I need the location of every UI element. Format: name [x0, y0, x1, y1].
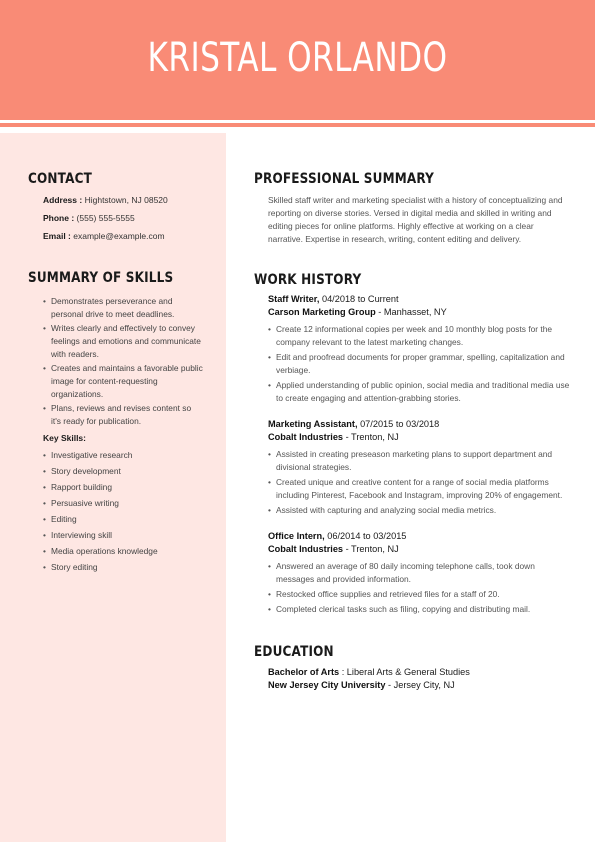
- contact-email: [43, 231, 165, 241]
- education-school-line: [268, 680, 455, 690]
- job-location: - Trenton, NJ: [343, 544, 399, 554]
- list-item: • Assisted with capturing and analyzing social media metrics.: [268, 504, 570, 517]
- job-company: Carson Marketing Group: [268, 307, 376, 317]
- header-banner: [0, 0, 595, 120]
- list-item: • Restocked office supplies and retrieved files for a staff of 20.: [268, 588, 570, 601]
- education-degree-line: [268, 667, 470, 677]
- summary-title: PROFESSIONAL SUMMARY: [254, 171, 435, 187]
- list-item: • Completed clerical tasks such as filing, copying and distributing mail.: [268, 603, 570, 616]
- list-item: • Rapport building: [43, 481, 203, 494]
- list-item: • Interviewing skill: [43, 529, 203, 542]
- list-item: • Persuasive writing: [43, 497, 203, 510]
- work-title: WORK HISTORY: [254, 272, 362, 288]
- job-location: - Manhasset, NY: [375, 307, 447, 317]
- job-role: Staff Writer,: [268, 294, 320, 304]
- job-company: Cobalt Industries: [268, 544, 344, 554]
- list-item: • Story development: [43, 465, 203, 478]
- list-item: • Story editing: [43, 561, 203, 574]
- job-company-line: [268, 432, 399, 442]
- job-dates: 04/2018 to Current: [319, 294, 399, 304]
- summary-text: Skilled staff writer and marketing specialist with a history of conceptualizing and reporting on diverse stories. Versed in digital media and skilled in writing and editing pieces for online platforms. Highly effective at working on a clear narrative. Expertise in research, writing, content editing and delivery.: [268, 195, 563, 244]
- candidate-name: KRISTAL ORLANDO: [147, 35, 448, 81]
- email-value: example@example.com: [73, 231, 165, 241]
- list-item: • Investigative research: [43, 449, 203, 462]
- key-skills-label: Key Skills:: [43, 433, 86, 443]
- list-item: • Create 12 informational copies per week and 10 monthly blog posts for the company relevant to the latest marketing changes.: [268, 323, 570, 349]
- job-location: - Trenton, NJ: [343, 432, 399, 442]
- job-role: Marketing Assistant,: [268, 419, 358, 429]
- job-company-line: [268, 544, 399, 554]
- job-title-line: [268, 294, 399, 304]
- list-item: • Created unique and creative content for a range of social media platforms including Pinterest, Facebook and Instagram, improving 20% of engagement.: [268, 476, 570, 502]
- list-item: • Media operations knowledge: [43, 545, 203, 558]
- job-bullets: [268, 323, 570, 407]
- phone-value: (555) 555-5555: [76, 213, 135, 223]
- phone-label: Phone :: [43, 213, 75, 223]
- job-title-line: [268, 419, 439, 429]
- job-role: Office Intern,: [268, 531, 325, 541]
- skills-title: SUMMARY OF SKILLS: [28, 270, 174, 286]
- degree: Bachelor of Arts: [268, 667, 340, 677]
- job-dates: 06/2014 to 03/2015: [324, 531, 407, 541]
- school-location: - Jersey City, NJ: [385, 680, 455, 690]
- header-divider: [0, 123, 595, 127]
- list-item: • Applied understanding of public opinion, social media and traditional media use to create engaging and attention-grabbing stories.: [268, 379, 570, 405]
- contact-address: [43, 195, 168, 205]
- job-dates: 07/2015 to 03/2018: [357, 419, 440, 429]
- job-bullets: [268, 560, 570, 618]
- address-value: Hightstown, NJ 08520: [84, 195, 168, 205]
- degree-field: : Liberal Arts & General Studies: [339, 667, 470, 677]
- list-item: • Writes clearly and effectively to convey feelings and emotions and communicate with readers.: [43, 322, 203, 361]
- education-title: EDUCATION: [254, 644, 334, 660]
- job-title-line: [268, 531, 406, 541]
- email-label: Email :: [43, 231, 71, 241]
- job-bullets: [268, 448, 570, 519]
- school: New Jersey City University: [268, 680, 386, 690]
- list-item: • Answered an average of 80 daily incoming telephone calls, took down messages and provided information.: [268, 560, 570, 586]
- job-company: Cobalt Industries: [268, 432, 344, 442]
- key-skills-list: [43, 449, 203, 577]
- list-item: • Edit and proofread documents for proper grammar, spelling, capitalization and verbiage.: [268, 351, 570, 377]
- list-item: • Creates and maintains a favorable public image for content-requesting organizations.: [43, 362, 203, 401]
- list-item: • Assisted in creating preseason marketing plans to support department and divisional strategies.: [268, 448, 570, 474]
- list-item: • Demonstrates perseverance and personal drive to meet deadlines.: [43, 295, 203, 321]
- list-item: • Plans, reviews and revises content so it's ready for publication.: [43, 402, 203, 428]
- address-label: Address :: [43, 195, 83, 205]
- contact-phone: [43, 213, 135, 223]
- skills-list: [43, 295, 203, 429]
- job-company-line: [268, 307, 447, 317]
- contact-title: CONTACT: [28, 171, 93, 187]
- list-item: • Editing: [43, 513, 203, 526]
